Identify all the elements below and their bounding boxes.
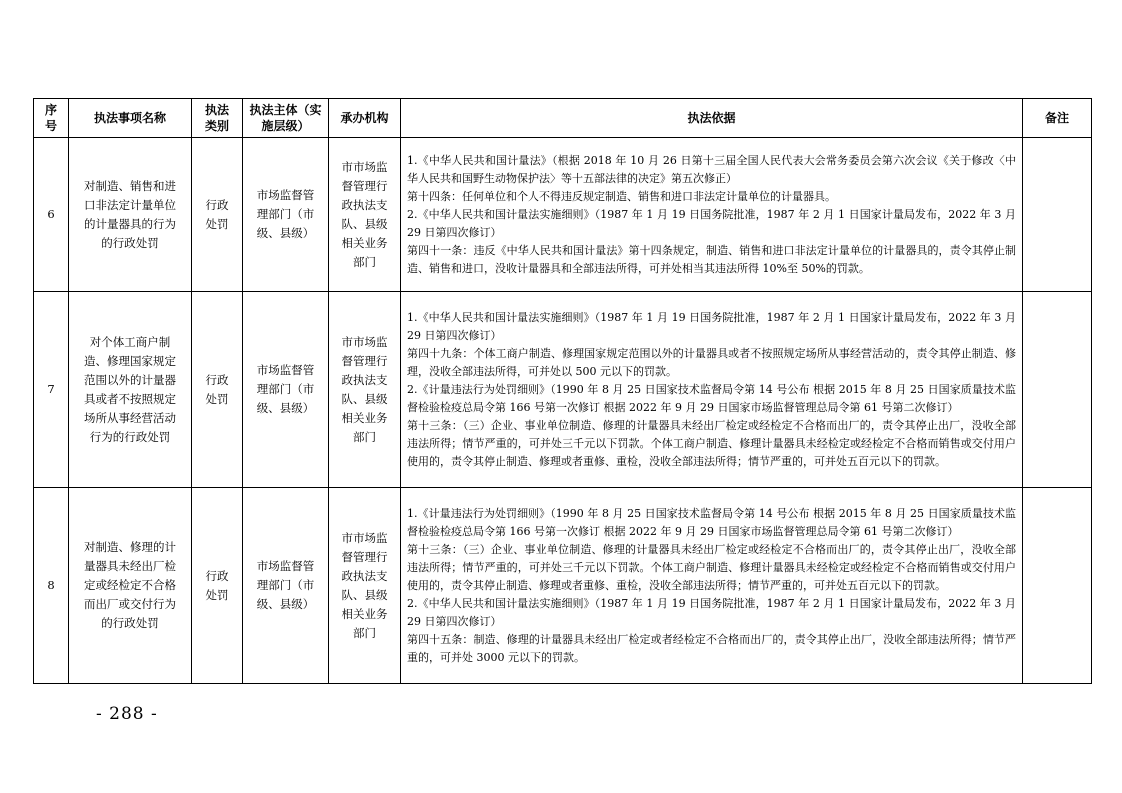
row-remark [1023, 292, 1092, 488]
row-no: 6 [34, 138, 69, 292]
row-no: 8 [34, 488, 69, 684]
basis-paragraph: 2.《中华人民共和国计量法实施细则》（1987 年 1 月 19 日国务院批准，1987 年 2 月 1 日国家计量局发布，2022 年 3 月 29 日第四次修订） [407, 596, 1016, 628]
row-basis [401, 292, 1023, 488]
row-basis [401, 488, 1023, 684]
table-row [34, 488, 1092, 684]
basis-paragraph: 1.《计量违法行为处罚细则》（1990 年 8 月 25 日国家技术监督局令第 14 号公布 根据 2015 年 8 月 25 日国家质量技术监督检验检疫总局令第 166 号第一次修订 根据 2022 年 9 月 29 日国家市场监督管理总局令第 61 号第二次修订） [407, 506, 1016, 538]
row-no: 7 [34, 292, 69, 488]
row-item-name: 对个体工商户制造、修理国家规定范围以外的计量器具或者不按照规定场所从事经营活动行为的行政处罚 [69, 292, 192, 488]
basis-paragraph: 第十三条：（三）企业、事业单位制造、修理的计量器具未经出厂检定或经检定不合格而出厂的，责令其停止出厂，没收全部违法所得；情节严重的，可并处三千元以下罚款。个体工商户制造、修理计量器具未经检定或经检定不合格而销售或交付用户使用的，责令其停止制造、修理或者重修、重检，没收全部违法所得；情节严重的，可并处五百元以下的罚款。 [407, 418, 1016, 468]
row-subject: 市场监督管理部门（市级、县级） [243, 488, 329, 684]
header-no: 序号 [34, 99, 69, 138]
basis-paragraph: 2.《中华人民共和国计量法实施细则》（1987 年 1 月 19 日国务院批准，1987 年 2 月 1 日国家计量局发布，2022 年 3 月 29 日第四次修订） [407, 207, 1016, 239]
basis-paragraph: 第四十五条：制造、修理的计量器具未经出厂检定或者经检定不合格而出厂的，责令其停止出厂，没收全部违法所得；情节严重的，可并处 3000 元以下的罚款。 [407, 632, 1016, 664]
row-agency: 市市场监督管理行政执法支队、县级相关业务部门 [329, 292, 401, 488]
row-subject: 市场监督管理部门（市级、县级） [243, 138, 329, 292]
row-item-name: 对制造、修理的计量器具未经出厂检定或经检定不合格而出厂或交付行为的行政处罚 [69, 488, 192, 684]
row-remark [1023, 488, 1092, 684]
basis-paragraph: 1.《中华人民共和国计量法实施细则》（1987 年 1 月 19 日国务院批准，1987 年 2 月 1 日国家计量局发布，2022 年 3 月 29 日第四次修订） [407, 310, 1016, 342]
table-row [34, 138, 1092, 292]
row-remark [1023, 138, 1092, 292]
basis-paragraph: 2.《计量违法行为处罚细则》（1990 年 8 月 25 日国家技术监督局令第 14 号公布 根据 2015 年 8 月 25 日国家质量技术监督检验检疫总局令第 166 号第一次修订 根据 2022 年 9 月 29 日国家市场监督管理总局令第 61 号第二次修订） [407, 382, 1016, 414]
header-remark: 备注 [1023, 99, 1092, 138]
law-enforcement-table [33, 98, 1092, 684]
header-basis: 执法依据 [401, 99, 1023, 138]
row-category: 行政处罚 [192, 292, 243, 488]
row-basis [401, 138, 1023, 292]
basis-paragraph: 第四十九条：个体工商户制造、修理国家规定范围以外的计量器具或者不按照规定场所从事经营活动的，责令其停止制造、修理，没收全部违法所得，可并处以 500 元以下的罚款。 [407, 346, 1016, 378]
header-subject: 执法主体（实施层级） [243, 99, 329, 138]
row-subject: 市场监督管理部门（市级、县级） [243, 292, 329, 488]
header-name: 执法事项名称 [69, 99, 192, 138]
row-agency: 市市场监督管理行政执法支队、县级相关业务部门 [329, 138, 401, 292]
basis-paragraph: 1.《中华人民共和国计量法》（根据 2018 年 10 月 26 日第十三届全国人民代表大会常务委员会第六次会议《关于修改〈中华人民共和国野生动物保护法〉等十五部法律的决定》第五次修正） [407, 153, 1016, 185]
header-category: 执法类别 [192, 99, 243, 138]
basis-paragraph: 第四十一条：违反《中华人民共和国计量法》第十四条规定，制造、销售和进口非法定计量单位的计量器具的，责令其停止制造、销售和进口，没收计量器具和全部违法所得，可并处相当其违法所得 10%至 50%的罚款。 [407, 243, 1016, 275]
row-item-name: 对制造、销售和进口非法定计量单位的计量器具的行为的行政处罚 [69, 138, 192, 292]
table-header-row [34, 99, 1092, 138]
basis-paragraph: 第十四条：任何单位和个人不得违反规定制造、销售和进口非法定计量单位的计量器具。 [407, 189, 836, 203]
header-agency: 承办机构 [329, 99, 401, 138]
basis-paragraph: 第十三条：（三）企业、事业单位制造、修理的计量器具未经出厂检定或经检定不合格而出厂的，责令其停止出厂，没收全部违法所得；情节严重的，可并处三千元以下罚款。个体工商户制造、修理计量器具未经检定或经检定不合格而销售或交付用户使用的，责令其停止制造、修理或者重修、重检，没收全部违法所得；情节严重的，可并处五百元以下的罚款。 [407, 542, 1016, 592]
row-agency: 市市场监督管理行政执法支队、县级相关业务部门 [329, 488, 401, 684]
row-category: 行政处罚 [192, 138, 243, 292]
row-category: 行政处罚 [192, 488, 243, 684]
table-row [34, 292, 1092, 488]
page-number: - 288 - [96, 704, 158, 724]
